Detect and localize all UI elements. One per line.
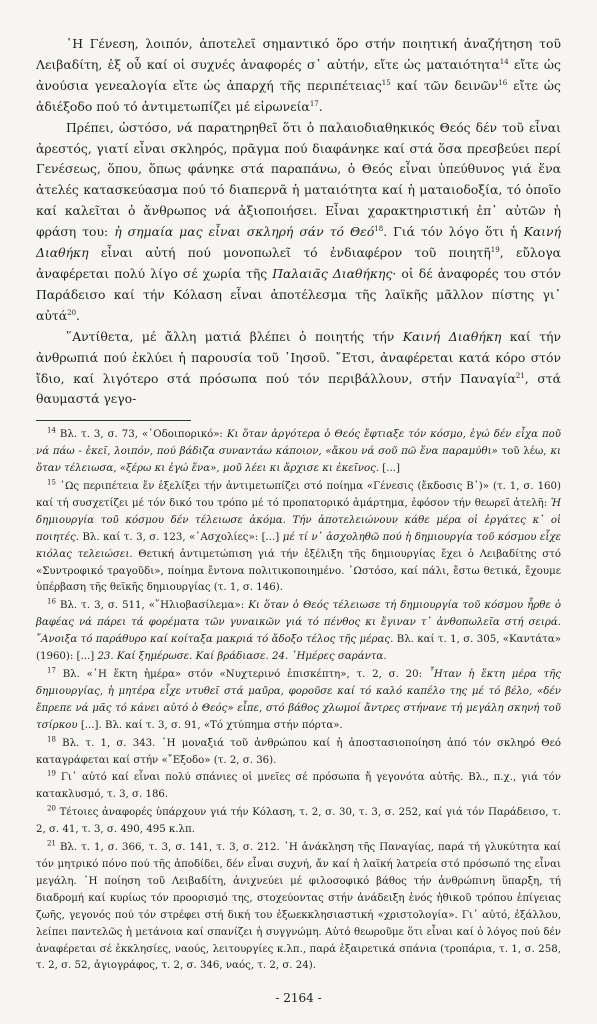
text-run: ῾Η Γένεση, λοιπόν, ἀποτελεῖ σημαντικό ὅρο στήν ποιητική ἀναζήτηση τοῦ Λειβαδίτη, ἐξ οὗ καί οἱ συχνές ἀναφορές σ᾿ αὐτήν, εἴτε ὡς ματαιότητα [36, 36, 561, 72]
paragraph [36, 34, 561, 118]
text-run: Τέτοιες ἀναφορές ὑπάρχουν γιά τήν Κόλαση, τ. 2, σ. 30, τ. 3, σ. 252, καί γιά τόν Παράδεισο, τ. 2, σ. 41, τ. 3, σ. 490, 495 κ.λπ. [36, 807, 561, 836]
footnote [36, 770, 561, 804]
footnote [36, 736, 561, 770]
text-run: καί τήν ἀνθρωπιά πού ἐκλύει ἡ παρουσία τοῦ ᾿Ιησοῦ. ῎Ετσι, ἀναφέρεται κατά κόρο στόν ἴδιο, καί λιγότερο στά πρόσωπα πού τόν περιβάλλουν, στήν Παναγία [36, 328, 562, 386]
text-run: καί τῶν δεινῶν [390, 77, 499, 93]
italic-quote: ἡ σημαία μας εἶναι σκληρή σάν τό Θεό [114, 224, 375, 240]
text-run: Θετική ἀντιμετώπιση γιά τήν ἐξέλιξη τῆς δημιουργίας ἔχει ὁ Λειβαδίτης στό «Συντροφικό τραγοῦδι», ποίημα ἔντονα πολιτικοποιημένο. ᾿Ωστόσο, καί πάλι, ἔστω θετικά, ἔχουμε ὑπέρβαση τῆς θεϊκῆς δημιουργίας (τ. 1, σ. 146). [36, 548, 561, 594]
footnotes [36, 427, 561, 975]
footnote [36, 667, 561, 735]
footnote [36, 598, 561, 666]
paragraph [36, 118, 561, 327]
text-run: , στά θαυμαστά γεγο- [36, 370, 561, 407]
italic-quote: Κι ὅταν ἀργότερα ὁ Θεός ἔφτιαξε τόν κόσμο, ἐγώ δέν εἶχα ποῦ νά πάω - ἐκεῖ, λοιπόν, πού βάδιζα συναντάω κάποιον, «ἄκου νά σοῦ πῶ ἕνα παραμύθι» [36, 429, 561, 458]
text-run: τοῦ λέω, [497, 446, 551, 458]
footnote [36, 427, 561, 478]
footnote-reference: 18 [374, 225, 384, 234]
footnote-reference: 17 [309, 99, 319, 108]
text-run: Γι᾿ αὐτό καί εἶναι πολύ σπάνιες οἱ μνεῖες σέ πρόσωπα ἤ γεγονότα αὐτῆς. Βλ., π.χ., γιά τόν κατακλυσμό, τ. 3, σ. 186. [36, 772, 561, 801]
footnote [36, 840, 561, 975]
body-text [36, 34, 561, 410]
footnote-reference: 15 [381, 78, 391, 87]
text-run: , εὔλογα ἀναφέρεται πολύ λίγο σέ χωρία τῆς [36, 245, 561, 281]
text-run: Βλ. τ. 3, σ. 511, «῞Ηλιοβασίλεμα»: [55, 600, 249, 612]
footnote [36, 805, 561, 839]
text-run: . [76, 307, 80, 323]
text-run: Πρέπει, ὡστόσο, νά παρατηρηθεῖ ὅτι ὁ παλαιοδιαθηκικός Θεός δέν τοῦ εἶναι ἀρεστός, γιατί εἶναι σκληρός, πρᾶγμα πού διαφάνηκε καί στά ὅσα πρεσβεύει περί Γενέσεως, ὅπου, ὅπως φάνηκε στά παραπάνω, ὁ Θεός εἶναι ὑπεύθυνος γιά ἕνα ἀτελές κατασκεύασμα πού τό διαπερνᾶ ἡ ματαιότητα καί ἡ ματαιοδοξία, τό ὁποῖο καί καλεῖται ὁ ἄνθρωπος νά ἀξιοποιήσει. Εἶναι χαρακτηριστική ἐπ᾿ αὐτῶν ἡ φράση του: [36, 119, 561, 240]
text-run: εἴτε ὡς ἀδιέξοδο πού τό ἀντιμετωπίζει μέ εἰρωνεία [36, 77, 561, 114]
footnote [36, 479, 561, 597]
text-run: ῞Αντίθετα, μέ ἄλλη ματιά βλέπει ὁ ποιητής τήν [66, 328, 403, 344]
text-run: Βλ. καί τ. 3, σ. 123, «᾿Ασχολίες»: [...] [78, 531, 283, 543]
text-run: Βλ. τ. 1, σ. 366, τ. 3, σ. 141, τ. 3, σ. 212. ῾Η ἀνάκληση τῆς Παναγίας, παρά τή γλυκύτητα καί τόν μητρικό πόνο πού τῆς ἀποδίδει, δέν εἶναι συχνή, ἄν καί ἡ λαϊκή λατρεία στό πρόσωπό της εἶναι μεγάλη. ῾Η ποίηση τοῦ Λειβαδίτη, ἀνιχνεύει μέ φιλοσοφικό βάθος τήν ἀνθρώπινη ὕπαρξη, τή διαδρομή καί κυρίως τόν προορισμό της, στοχεύοντας στήν ἀνάδειξη ἑνός ἠθικοῦ τρόπου ἐπίγειας ζωῆς, γεγονός πού τόν στρέφει στή δική του ἐξωεκκλησιαστική «χριστολογία». Γι᾿ αὐτό, ἐξάλλου, λείπει παντελῶς ἡ μετάνοια καί σπανίζει ἡ συγγνώμη. Αὐτό θεωροῦμε ὅτι εἶναι καί ὁ λόγος πού δέν ἀναφέρεται σέ ἐκκλησίες, ναούς, λειτουργίες κ.λπ., παρά ἐξαιρετικά σπάνια (τροπάρια, τ. 1, σ. 258, τ. 2, σ. 52, ἁγιογράφος, τ. 2, σ. 346, ναός, τ. 2, σ. 24). [36, 842, 561, 972]
footnote-marker: 15 [47, 478, 56, 487]
italic-quote: κι ὅταν τέλειωσα, «ξέρω κι ἐγώ ἕνα», μοῦ λέει κι ἄρχισε κι ἐκεῖνος [36, 446, 561, 475]
text-run: [...]. Βλ. καί τ. 3, σ. 91, «Τό χτύπημα στήν πόρτα». [77, 719, 343, 731]
text-run: . [318, 98, 323, 114]
footnote-reference: 21 [515, 371, 525, 380]
text-run: · οἱ δέ ἀναφορές του στόν Παράδεισο καί τήν Κόλαση εἶναι ἀποτέλεσμα τῆς λαϊκῆς μᾶλλον πίστης γι᾿ αὐτά [36, 265, 561, 323]
text-run: Βλ. «῾Η ἕκτη ἡμέρα» στόν «Νυχτερινό ἐπισκέπτη», τ. 2, σ. 20: [55, 669, 429, 680]
footnote-marker: 18 [47, 735, 56, 744]
page-number: - 2164 - [275, 991, 322, 1005]
text-run: Βλ. καί τ. 1, σ. 305, «Καντάτα» (1960): [...] [36, 634, 561, 663]
italic-quote: ῏Ηταν ἡ ἕκτη μέρα τῆς δημιουργίας, ἡ μητέρα εἶχε ντυθεῖ στά μαῦρα, φοροῦσε καί τό καλό καπέλο της μέ τό βέλο, «δέν ἔπρεπε νά μᾶς τό κάνει αὐτό ὁ Θεός» εἶπε, στό βάθος χλωμοί ἄντρες στήνανε τή μεγάλη σκηνή τοῦ τσίρκου [36, 669, 561, 731]
text-run: εἴτε ὡς ἀνούσια γενεαλογία εἴτε ὡς ἀπαρχή τῆς περιπέτειας [36, 56, 561, 93]
text-run: Βλ. τ. 1, σ. 343. ῾Η μοναξιά τοῦ ἀνθρώπου καί ἡ ἀποστασιοποίηση ἀπό τόν σκληρό Θεό καταγράφεται καί στήν «῎Εξοδο» (τ. 2, σ. 36). [36, 737, 561, 766]
text-run: . Γιά τόν λόγο ὅτι ἡ [383, 224, 524, 240]
footnote-marker: 19 [47, 770, 56, 779]
paragraph [36, 327, 561, 411]
footnote-marker: 17 [47, 666, 56, 675]
footnote-marker: 14 [47, 426, 56, 435]
italic-quote: μέ τί ν᾿ ἀσχοληθῶ πού ἡ δημιουργία τοῦ κόσμου εἶχε κιόλας τελειώσει. [36, 531, 561, 560]
text-run: ῾Ως περιπέτεια ἔν ἐξελίξει τήν ἀντιμετωπίζει στό ποίημα «Γένεσις (ἔκδοσις Β᾿)» (τ. 1, σ. 160) καί τή συσχετίζει μέ τόν δικό του τρόπο μέ τό προπατορικό ἁμάρτημα, ἐφόσον τήν θεωρεῖ ἀτελῆ: [36, 481, 561, 509]
italic-quote: Ἡ δημιουργία τοῦ κόσμου δέν τέλειωσε ἀκόμα. Τήν ἀποτελειώνουν κάθε μέρα οἱ ἐργάτες κ᾿ οἱ ποιητές. [36, 497, 561, 543]
footnote-marker: 21 [47, 839, 56, 848]
page [36, 34, 561, 976]
italic-quote: Κι ὅταν ὁ Θεός τέλειωσε τή δημιουργία τοῦ κόσμου ἦρθε ὁ βαφέας νά πάρει τά φορέματα τῶν γυναικῶν γιά τό πένθος κι ἔγιναν τ᾿ ἀνθοπωλεῖα στή σειρά. ῎Ανοιξα τό παράθυρο καί κοίταξα μακριά τό ἄδοξο τέλος τῆς μέρας. [36, 600, 562, 646]
text-run: . [...] [375, 463, 400, 475]
footnote-reference: 20 [67, 308, 77, 317]
footnote-reference: 14 [499, 57, 509, 66]
footnote-marker: 16 [47, 597, 56, 606]
italic-quote: 23. Καί ξημέρωσε. Καί βράδιασε. 24. ῾Ημέρες σαράντα. [97, 651, 387, 663]
footnote-reference: 19 [490, 245, 500, 254]
footnote-rule [36, 420, 191, 421]
italic-quote: Παλαιᾶς Διαθήκης [272, 265, 393, 281]
text-run: εἶναι αὐτή πού μονοπωλεῖ τό ἐνδιαφέρον τοῦ ποιητῆ [88, 245, 491, 261]
footnote-marker: 20 [47, 804, 56, 813]
italic-quote: Καινή Διαθήκη [402, 328, 502, 344]
text-run: Βλ. τ. 3, σ. 73, «῾Οδοιπορικό»: [55, 429, 227, 441]
italic-quote: Καινή Διαθήκη [36, 224, 562, 261]
footnote-reference: 16 [498, 78, 508, 87]
